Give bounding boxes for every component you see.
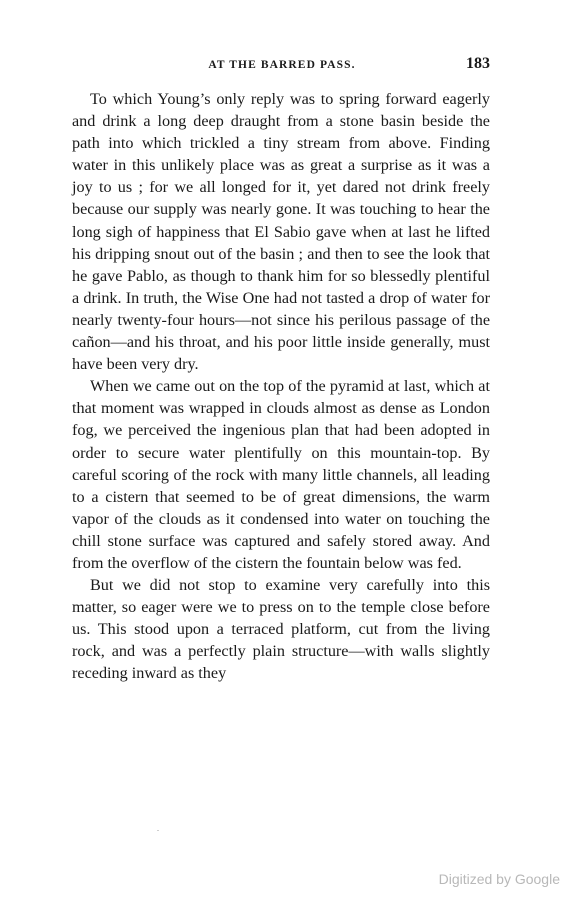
running-head bbox=[72, 57, 492, 79]
digitization-watermark: Digitized by Google bbox=[438, 871, 560, 887]
page-number: 183 bbox=[466, 55, 490, 72]
running-title: AT THE BARRED PASS. bbox=[208, 59, 356, 71]
body-text bbox=[72, 88, 490, 685]
scan-speck bbox=[157, 830, 159, 831]
paragraph-1: To which Young’s only reply was to spring forward eagerly and drink a long deep draught from a stone basin beside the path into which trickled a tiny stream from above. Finding water in this unlikely place was as great a surprise as it was a joy to us ; for we all longed for it, yet dared not drink freely because our supply was nearly gone. It was touching to hear the long sigh of happiness that El Sabio gave when at last he lifted his dripping snout out of the basin ; and then to see the look that he gave Pablo, as though to thank him for so blessedly plentiful a drink. In truth, the Wise One had not tasted a drop of water for nearly twenty-four hours—not since his perilous passage of the cañon—and his throat, and his poor little inside generally, must have been very dry. bbox=[72, 90, 490, 374]
paragraph-3: But we did not stop to examine very carefully into this matter, so eager were we to press on to the temple close before us. This stood upon a terraced platform, cut from the living rock, and was a perfectly plain structure—with walls slightly receding inward as they bbox=[72, 576, 490, 683]
paragraph-2: When we came out on the top of the pyramid at last, which at that moment was wrapped in clouds almost as dense as London fog, we perceived the ingenious plan that had been adopted in order to secure water plentifully on this mountain-top. By careful scoring of the rock with many little channels, all leading to a cistern that seemed to be of great dimensions, the warm vapor of the clouds as it condensed into water on touching the chill stone surface was captured and safely stored away. And from the overflow of the cistern the fountain below was fed. bbox=[72, 377, 490, 572]
